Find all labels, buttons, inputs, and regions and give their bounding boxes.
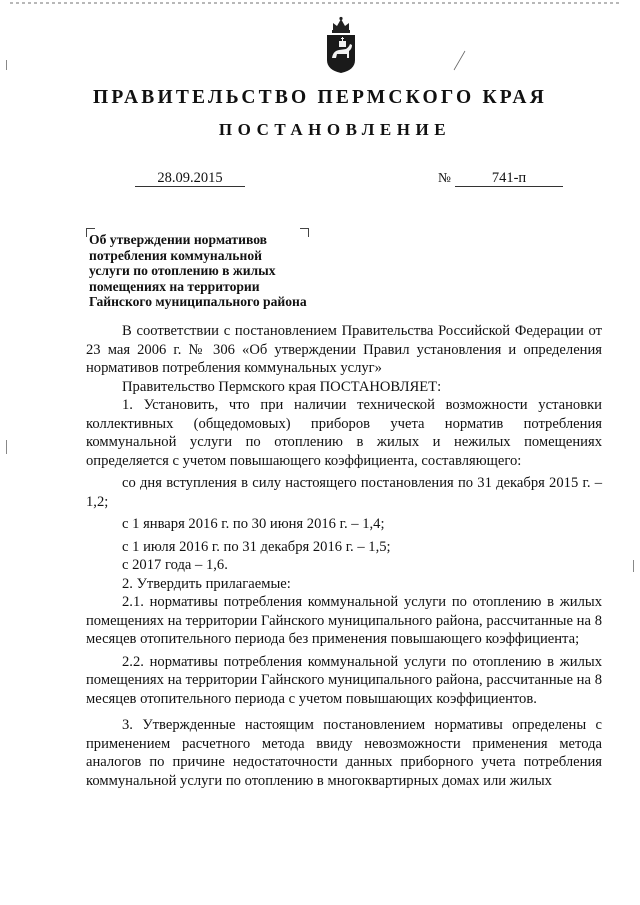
body-paragraph: с 1 июля 2016 г. по 31 декабря 2016 г. – 1,5; (122, 538, 391, 555)
body-paragraph: Правительство Пермского края ПОСТАНОВЛЯЕТ: (122, 378, 442, 395)
scan-artifact (10, 2, 620, 4)
subject-line: Гайнского муниципального района (89, 294, 307, 309)
body-paragraph: 2.1. нормативы потребления коммунальной услуги по отоплению в жилых помещениях на территории Гайнского муниципального района, рассчитанные на 8 месяцев отопительного периода без применения повышающего коэффициента; (86, 594, 602, 647)
body-paragraph: с 2017 года – 1,6. (122, 557, 228, 573)
document-type: ПОСТАНОВЛЕНИЕ (218, 120, 452, 139)
document-subject (89, 232, 349, 310)
body-paragraph: 3. Утвержденные настоящим постановлением нормативы определены с применением расчетного метода ввиду невозможности применения метода аналогов по причине недостаточности данных приборного учета потребления коммунальной услуги по отоплению в многоквартирных домах или жилых (86, 717, 602, 789)
subject-line: Об утверждении нормативов (89, 232, 267, 247)
body-paragraph: 2. Утвердить прилагаемые: (122, 575, 291, 592)
body-paragraph: 2.2. нормативы потребления коммунальной услуги по отоплению в жилых помещениях на территории Гайнского муниципального района, рассчитанные на 8 месяцев отопительного периода с учетом повышающих коэффициентов. (86, 653, 602, 707)
pen-mark (452, 48, 468, 72)
body-paragraph: со дня вступления в силу настоящего постановления по 31 декабря 2015 г. – 1,2; (86, 475, 602, 510)
document-number-label: № (438, 170, 451, 185)
body-paragraph: 1. Установить, что при наличии технической возможности установки коллективных (общедомовых) приборов учета норматив потребления коммунальной услуги по отоплению в жилых и нежилых помещениях определяется с учетом повышающего коэффициента, составляющего: (86, 397, 602, 469)
document-body (86, 322, 602, 790)
scan-artifact (633, 560, 634, 572)
subject-line: услуги по отоплению в жилых (89, 263, 276, 278)
subject-line: потребления коммунальной (89, 247, 262, 263)
scan-artifact (6, 440, 7, 454)
scan-artifact (6, 60, 7, 70)
perm-krai-coat-of-arms-icon (324, 16, 358, 74)
body-paragraph: с 1 января 2016 г. по 30 июня 2016 г. – 1,4; (122, 516, 385, 532)
government-title: ПРАВИТЕЛЬСТВО ПЕРМСКОГО КРАЯ (93, 87, 547, 108)
body-paragraph: В соответствии с постановлением Правительства Российской Федерации от 23 мая 2006 г. № 306 «Об утверждении Правил установления и определения нормативов потребления коммунальных услуг» (86, 323, 602, 376)
document-number: 741-п (455, 170, 563, 187)
document-date: 28.09.2015 (135, 170, 245, 187)
subject-line: помещениях на территории (89, 278, 260, 294)
